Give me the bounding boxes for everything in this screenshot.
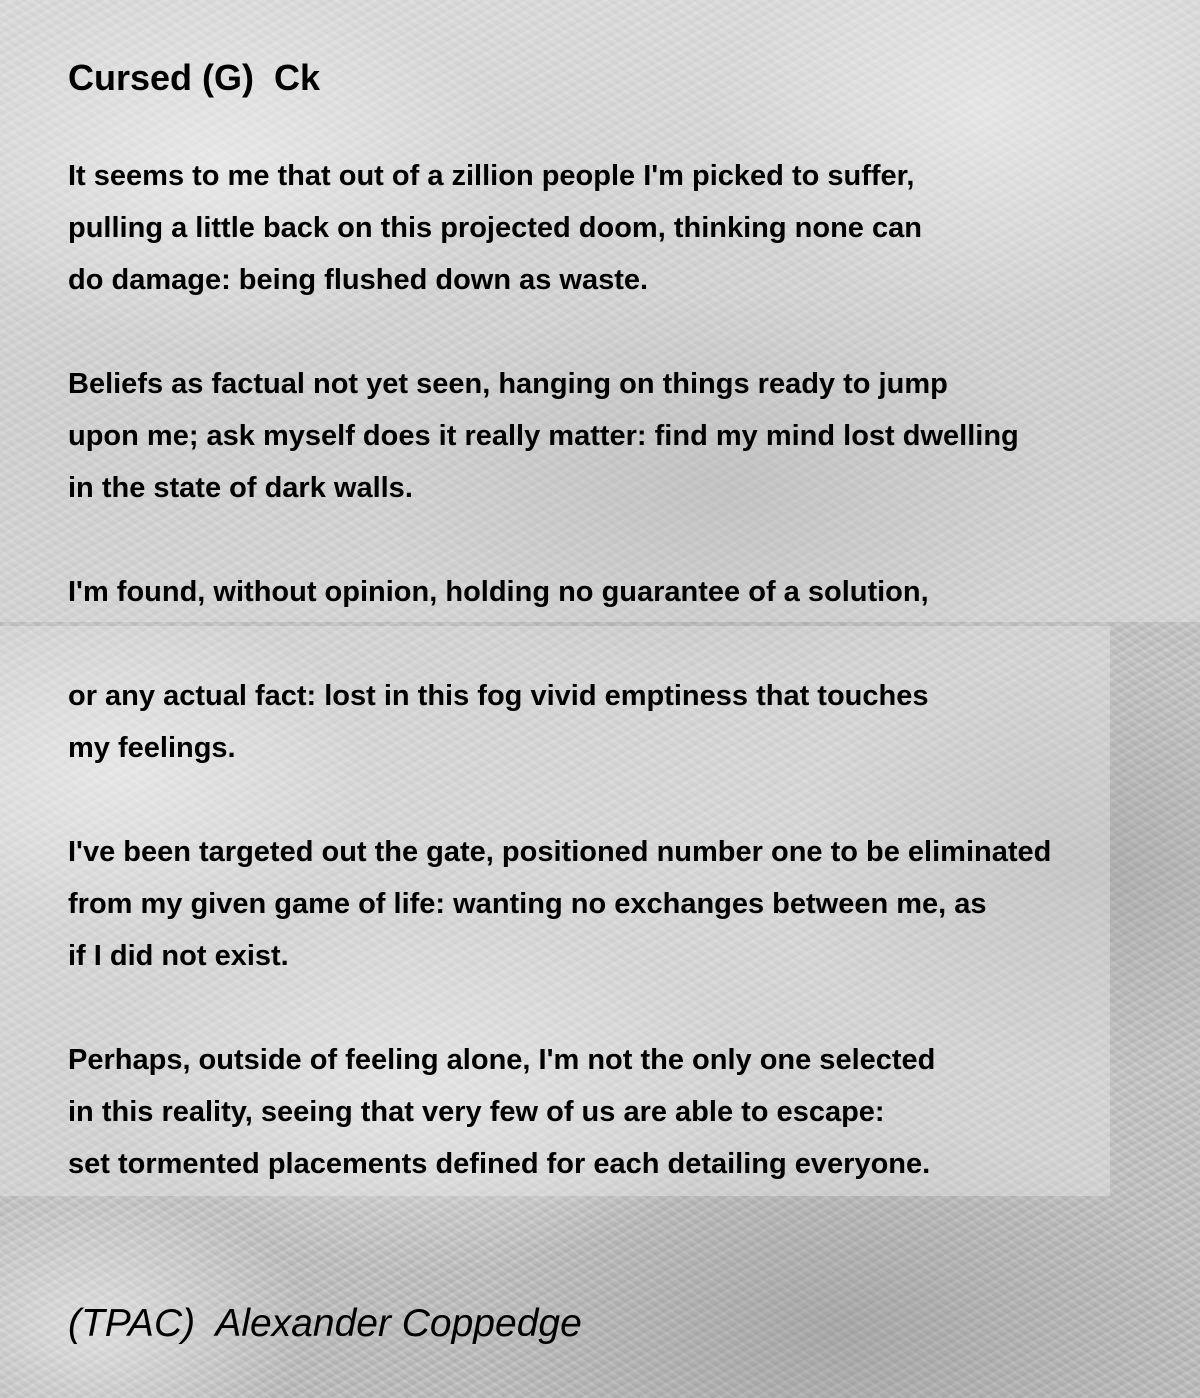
poem-line: set tormented placements defined for each detailing everyone. (68, 1148, 931, 1180)
poem-line: I'm found, without opinion, holding no guarantee of a solution, (68, 576, 929, 608)
poem-line: Beliefs as factual not yet seen, hanging on things ready to jump (68, 368, 948, 400)
poem-line: It seems to me that out of a zillion people I'm picked to suffer, (68, 160, 915, 192)
stanza (68, 826, 1188, 982)
poem-line: in this reality, seeing that very few of us are able to escape: (68, 1096, 885, 1128)
stanza (68, 566, 1188, 618)
poem-line: in the state of dark walls. (68, 472, 413, 504)
poem-line: or any actual fact: lost in this fog vivid emptiness that touches (68, 680, 929, 712)
poem-line: do damage: being flushed down as waste. (68, 264, 649, 296)
stanza (68, 358, 1188, 514)
poem-line: I've been targeted out the gate, positioned number one to be eliminated (68, 836, 1052, 868)
stanza (68, 150, 1188, 306)
stanza (68, 670, 1188, 774)
poem-line: from my given game of life: wanting no exchanges between me, as (68, 888, 987, 920)
poem-body (68, 150, 1188, 1242)
poem-title: Cursed (G) Ck (68, 57, 321, 98)
poem-author: (TPAC) Alexander Coppedge (68, 1302, 582, 1345)
stanza (68, 1034, 1188, 1190)
poem-line: Perhaps, outside of feeling alone, I'm not the only one selected (68, 1044, 936, 1076)
poem-line: my feelings. (68, 732, 236, 764)
poem-line: pulling a little back on this projected doom, thinking none can (68, 212, 922, 244)
poem-line: if I did not exist. (68, 940, 289, 972)
poem-line: upon me; ask myself does it really matter: find my mind lost dwelling (68, 420, 1019, 452)
